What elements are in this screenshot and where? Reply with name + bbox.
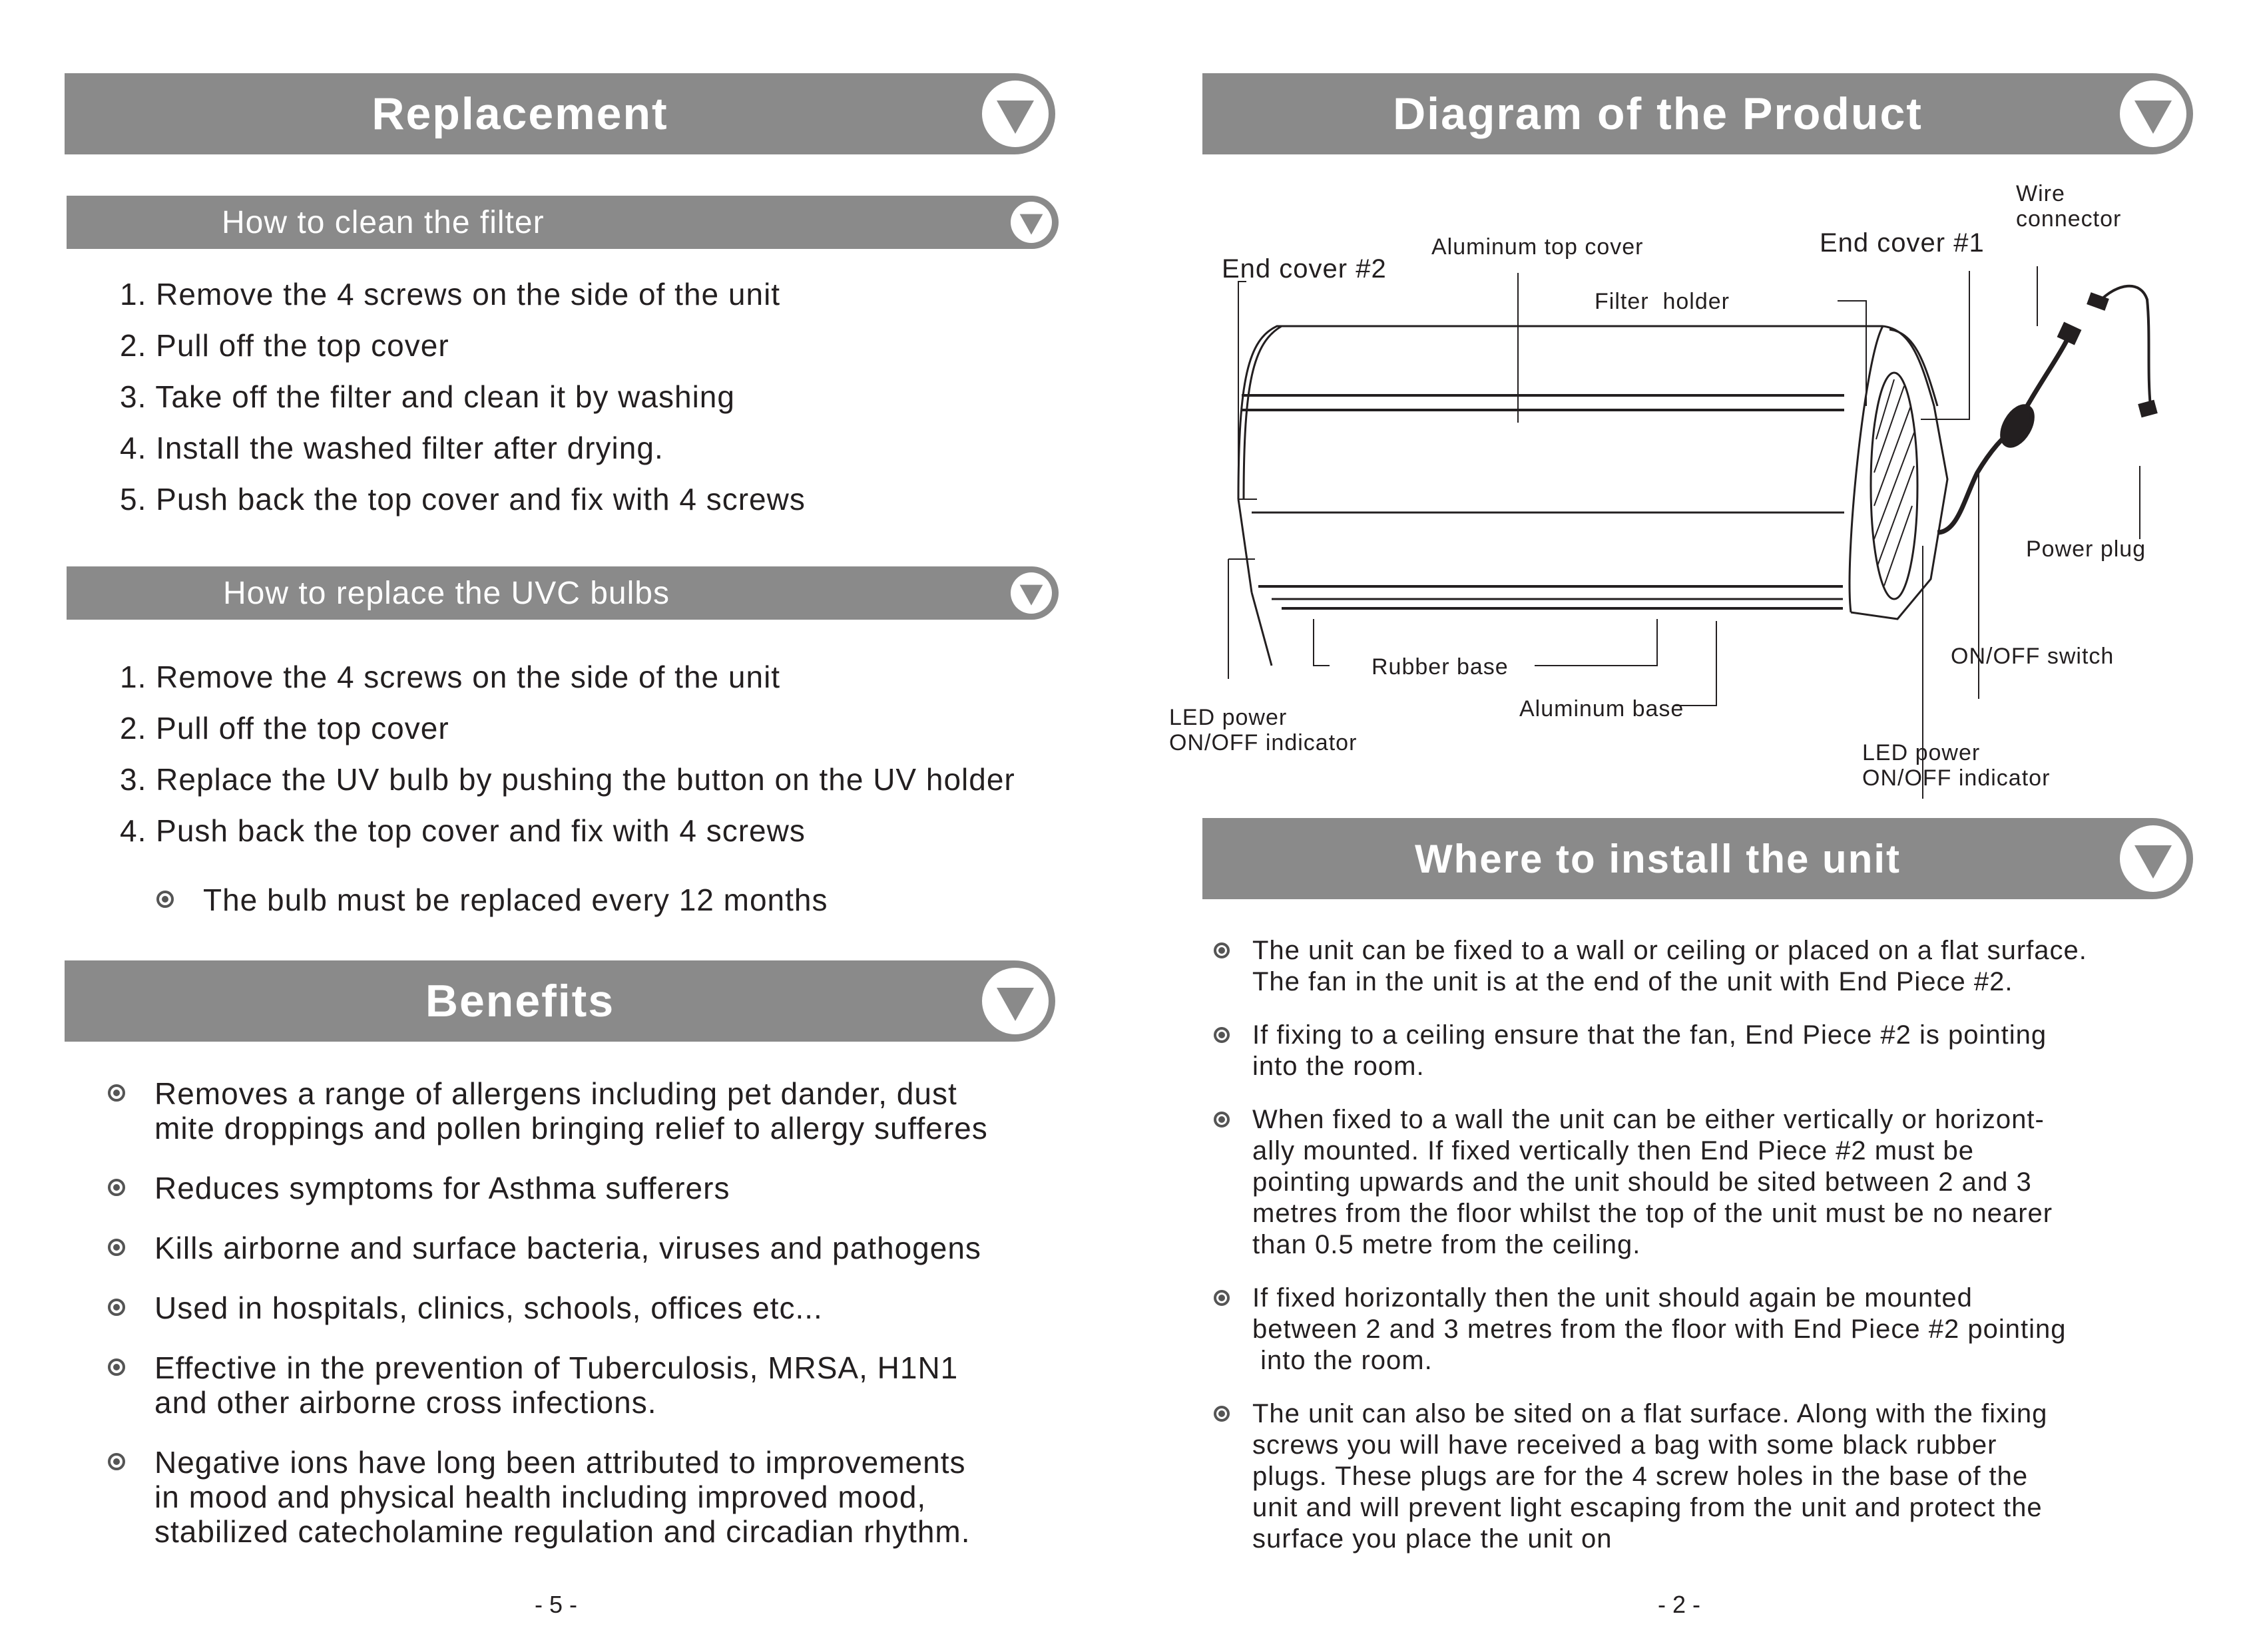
benefit-line: Effective in the prevention of Tuberculosis, MRSA, H1N1 xyxy=(154,1350,959,1385)
bullet-icon xyxy=(1214,1290,1230,1306)
label-line: LED power xyxy=(1169,705,1288,730)
bullet-icon xyxy=(108,1358,125,1376)
label-on-off-switch: ON/OFF switch xyxy=(1951,644,2115,669)
bullet-icon xyxy=(1214,1406,1230,1422)
step-item: 4. Install the washed filter after drying. xyxy=(120,431,664,465)
benefit-item xyxy=(108,1445,988,1549)
label-filter-holder: Filter holder xyxy=(1595,289,1730,314)
bullet-icon xyxy=(108,1084,125,1102)
note-text: The bulb must be replaced every 12 months xyxy=(203,883,828,917)
install-line: than 0.5 metre from the ceiling. xyxy=(1252,1230,1641,1259)
label-line: connector xyxy=(2016,206,2122,232)
benefit-item xyxy=(108,1231,988,1265)
label-line: Wire xyxy=(2016,181,2065,206)
benefit-item xyxy=(108,1171,988,1205)
diagram-banner xyxy=(1202,73,2193,154)
leader-lines xyxy=(1228,266,2140,799)
benefits-list xyxy=(108,1076,988,1574)
bulb-note xyxy=(156,883,828,942)
benefit-line: in mood and physical health including improved mood, xyxy=(154,1480,927,1514)
install-line: The fan in the unit is at the end of the unit with End Piece #2. xyxy=(1252,967,2013,996)
step-item: 4. Push back the top cover and fix with 4 screws xyxy=(120,813,806,848)
page-number-right: - 2 - xyxy=(1658,1591,1701,1618)
label-line: ON/OFF indicator xyxy=(1862,765,2051,791)
replace-bulbs-banner xyxy=(67,566,1059,620)
note-item xyxy=(156,883,828,917)
benefit-line: mite droppings and pollen bringing relief to allergy sufferes xyxy=(154,1111,988,1145)
bullet-icon xyxy=(1214,942,1230,958)
install-title: Where to install the unit xyxy=(1414,836,1901,881)
benefits-title: Benefits xyxy=(425,976,615,1026)
install-line: unit and will prevent light escaping from the unit and protect the xyxy=(1252,1493,2043,1522)
step-item: 5. Push back the top cover and fix with 4 screws xyxy=(120,482,806,516)
step-item: 1. Remove the 4 screws on the side of the unit xyxy=(120,277,781,311)
install-line: into the room. xyxy=(1252,1346,1433,1375)
label-led-indicator-left xyxy=(1169,705,1357,755)
benefit-line: stabilized catecholamine regulation and circadian rhythm. xyxy=(154,1514,971,1549)
label-rubber-base: Rubber base xyxy=(1372,654,1509,680)
plug-connectors xyxy=(2059,294,2156,417)
benefit-item xyxy=(108,1291,988,1325)
install-line: into the room. xyxy=(1252,1052,1425,1081)
down-triangle-icon xyxy=(982,968,1049,1034)
diagram-title: Diagram of the Product xyxy=(1393,89,1923,139)
label-power-plug: Power plug xyxy=(2026,536,2146,562)
down-triangle-icon xyxy=(2120,81,2186,147)
install-line: If fixed horizontally then the unit should again be mounted xyxy=(1252,1283,1973,1313)
down-triangle-icon xyxy=(1011,202,1052,243)
install-line: The unit can be fixed to a wall or ceiling or placed on a flat surface. xyxy=(1252,936,2087,965)
benefit-line: Removes a range of allergens including pet dander, dust xyxy=(154,1076,957,1111)
bullet-icon xyxy=(1214,1112,1230,1128)
install-line: pointing upwards and the unit should be sited between 2 and 3 xyxy=(1252,1167,2032,1197)
page-number-left: - 5 - xyxy=(535,1591,578,1618)
step-item: 2. Pull off the top cover xyxy=(120,711,449,745)
install-line: surface you place the unit on xyxy=(1252,1524,1613,1553)
clean-filter-steps xyxy=(120,269,806,525)
step-item: 1. Remove the 4 screws on the side of the unit xyxy=(120,660,781,694)
install-list xyxy=(1214,935,2087,1577)
benefits-banner xyxy=(65,960,1055,1042)
install-line: If fixing to a ceiling ensure that the fan, End Piece #2 is pointing xyxy=(1252,1020,2047,1050)
label-wire-connector xyxy=(2016,181,2121,232)
bullet-icon xyxy=(108,1453,125,1470)
label-line: ON/OFF indicator xyxy=(1169,730,1358,755)
bullet-icon xyxy=(108,1239,125,1256)
step-item: 3. Replace the UV bulb by pushing the button on the UV holder xyxy=(120,762,1015,797)
benefit-line: Negative ions have long been attributed to improvements xyxy=(154,1445,966,1480)
label-aluminum-top-cover: Aluminum top cover xyxy=(1431,234,1644,260)
label-aluminum-base: Aluminum base xyxy=(1519,696,1684,722)
install-line: When fixed to a wall the unit can be either vertically or horizont- xyxy=(1252,1105,2045,1134)
benefit-line: Kills airborne and surface bacteria, viruses and pathogens xyxy=(154,1231,981,1265)
benefit-item xyxy=(108,1350,988,1420)
install-line: The unit can also be sited on a flat surface. Along with the fixing xyxy=(1252,1399,2048,1428)
step-item: 3. Take off the filter and clean it by washing xyxy=(120,379,735,414)
benefit-line: Reduces symptoms for Asthma sufferers xyxy=(154,1171,730,1205)
unit-body xyxy=(1238,326,1947,666)
down-triangle-icon xyxy=(1011,572,1052,614)
install-banner xyxy=(1202,818,2193,899)
replacement-title: Replacement xyxy=(372,89,668,139)
replace-bulbs-steps xyxy=(120,652,1015,857)
bullet-icon xyxy=(1214,1027,1230,1043)
label-led-indicator-right xyxy=(1862,740,2050,791)
install-item xyxy=(1214,1398,2087,1555)
label-line: LED power xyxy=(1862,740,1981,765)
install-item xyxy=(1214,1104,2087,1261)
label-end-cover-1: End cover #1 xyxy=(1820,228,1985,258)
install-line: metres from the floor whilst the top of the unit must be no nearer xyxy=(1252,1199,2053,1228)
label-end-cover-2: End cover #2 xyxy=(1222,254,1387,284)
benefit-line: and other airborne cross infections. xyxy=(154,1385,657,1420)
bullet-icon xyxy=(108,1299,125,1316)
bullet-icon xyxy=(156,891,174,908)
replacement-banner xyxy=(65,73,1055,154)
down-triangle-icon xyxy=(2120,825,2186,892)
down-triangle-icon xyxy=(982,81,1049,147)
clean-filter-title: How to clean the filter xyxy=(222,204,545,240)
install-item xyxy=(1214,1283,2087,1376)
install-line: screws you will have received a bag with some black rubber xyxy=(1252,1430,1997,1460)
benefit-item xyxy=(108,1076,988,1145)
benefit-line: Used in hospitals, clinics, schools, offices etc... xyxy=(154,1291,823,1325)
install-item xyxy=(1214,935,2087,998)
install-line: between 2 and 3 metres from the floor with End Piece #2 pointing xyxy=(1252,1315,2067,1344)
bullet-icon xyxy=(108,1179,125,1196)
install-item xyxy=(1214,1020,2087,1082)
clean-filter-banner xyxy=(67,196,1059,249)
install-line: ally mounted. If fixed vertically then End Piece #2 must be xyxy=(1252,1136,1974,1165)
install-line: plugs. These plugs are for the 4 screw holes in the base of the xyxy=(1252,1462,2029,1491)
step-item: 2. Pull off the top cover xyxy=(120,328,449,363)
replace-bulbs-title: How to replace the UVC bulbs xyxy=(223,575,670,611)
